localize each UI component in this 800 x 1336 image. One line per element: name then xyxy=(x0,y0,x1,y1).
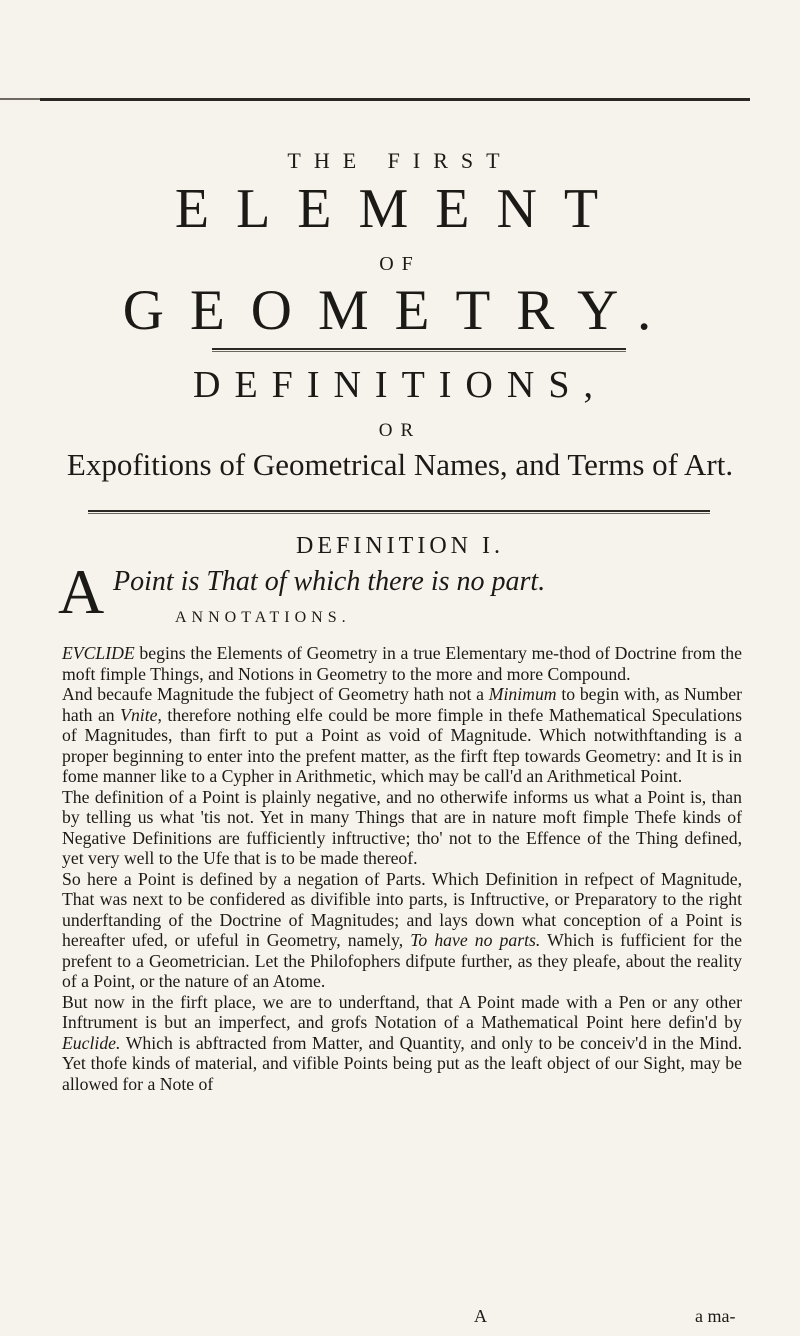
section-or: OR xyxy=(378,420,422,441)
paragraph-5-text-a: But now in the firft place, we are to underftand, that A Point made with a Pen or any other Inftrument is but an imperfect, and grofs Notation of a Mathematical Point here defin'd by xyxy=(62,991,742,1032)
title-geometry: GEOMETRY. xyxy=(122,279,678,342)
no-parts-term: To have no parts. xyxy=(410,930,541,950)
section-expositions: Expofitions of Geometrical Names, and Terms of Art. xyxy=(66,447,734,482)
section-rule-thin xyxy=(88,513,710,514)
paragraph-5 xyxy=(62,992,742,1095)
definition-heading: DEFINITION I. xyxy=(296,533,504,559)
title-rule-thin xyxy=(212,351,626,352)
paragraph-4-text-a: So here a Point is defined by a negation of Parts. Which Definition in refpect of Magnitude, That was next to be confidered as divifible into parts, is Inftructive, or Preparatory to the right underftanding of the Doctrine of Magnitudes; and lays down what conception of a Point is hereafter ufed, or ufeful in Geometry, namely, xyxy=(62,868,742,950)
annotation-body xyxy=(62,643,742,1094)
paragraph-3: The definition of a Point is plainly negative, and no otherwife informs us what a Point is, than by telling us what 'tis not. Yet in many Things that are in nature moft fimple Thefe kinds of Negative Definitions are fufficiently inftructive; tho' not to the Effence of the Thing defined, yet very well to the Ufe that is to be made thereof. xyxy=(62,786,742,868)
paragraph-2-text-a: And becaufe Magnitude the fubject of Geometry hath not a xyxy=(62,684,489,704)
title-rule xyxy=(212,348,626,350)
euclide-lead: EVCLIDE xyxy=(62,643,135,663)
section-rule xyxy=(88,510,710,512)
euclide-term: Euclide. xyxy=(62,1032,121,1053)
top-border-line xyxy=(40,98,750,101)
paragraph-5-text-b: Which is abftracted from Matter, and Quantity, and only to be conceiv'd in the Mind. Yet thofe kinds of material, and vifible Points being put as the leaft object of our Sight, may be allowed for a Note of xyxy=(62,1032,742,1094)
drop-cap: A xyxy=(58,556,105,627)
section-definitions: DEFINITIONS, xyxy=(193,364,607,406)
paragraph-2-text-c: , therefore nothing elfe could be more fimple in thefe Mathematical Speculations of Magnitudes, than firft to put a Point as void of Magnitude. Which notwithftanding is a proper beginning to enter into the prefent matter, as the firft ftep towards Geometry: and It is in fome manner like to a Cypher in Arithmetic, which may be call'd an Arithmetical Point. xyxy=(62,704,742,786)
minimum-term: Minimum xyxy=(488,684,557,704)
paragraph-4 xyxy=(62,869,742,992)
annotations-heading: ANNOTATIONS. xyxy=(175,609,351,626)
unite-term: Vnite xyxy=(120,704,158,725)
title-the-first: THE FIRST xyxy=(287,148,513,173)
paragraph-1-text: begins the Elements of Geometry in a true Elementary me-thod of Doctrine from the moft fimple Things, and Notions in Geometry to the more and more Compound. xyxy=(62,643,742,684)
paragraph-1 xyxy=(62,643,742,684)
paragraph-2 xyxy=(62,684,742,787)
definition-text: Point is That of which there is no part. xyxy=(113,566,546,597)
page-edge-line xyxy=(0,98,40,100)
signature-mark: A xyxy=(474,1306,487,1326)
paragraph-4-text-b: Which is fufficient for the prefent to a Geometrician. Let the Philofophers difpute further, as they pleafe, about the reality of a Point, or the nature of an Atome. xyxy=(62,930,742,991)
title-element: ELEMENT xyxy=(174,178,626,240)
catchword: a ma- xyxy=(695,1306,736,1326)
title-of: OF xyxy=(379,253,421,275)
paragraph-2-text-b: to begin with, as Number hath an xyxy=(62,684,742,725)
